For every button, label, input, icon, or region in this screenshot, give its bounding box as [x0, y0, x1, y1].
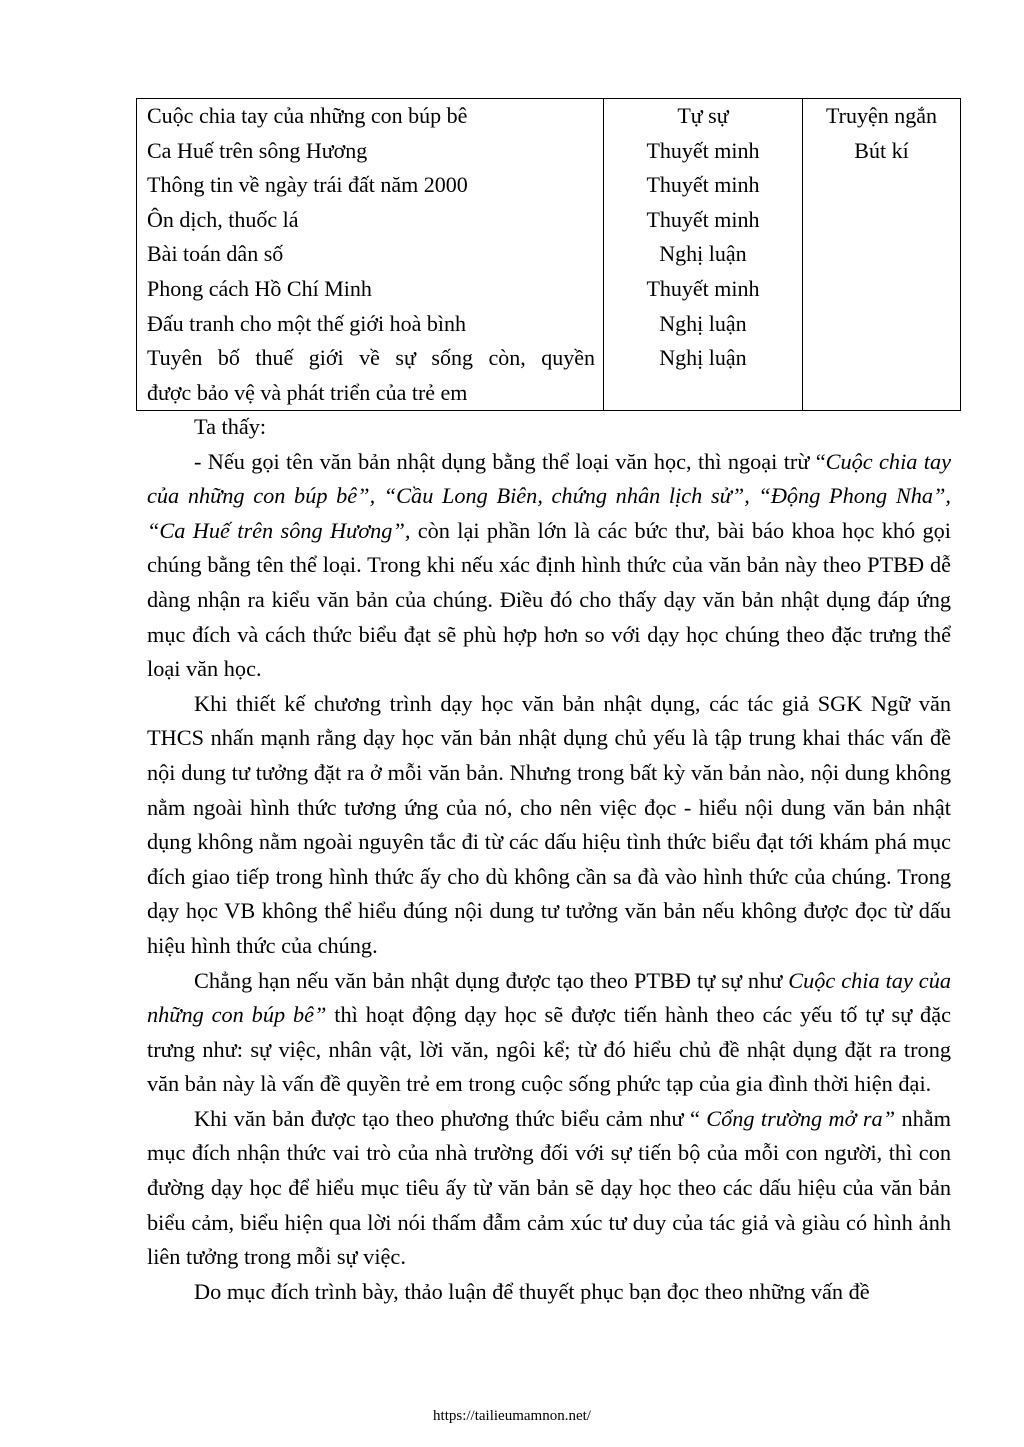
genre-column: [803, 99, 961, 411]
paragraph: [147, 410, 951, 445]
paragraph-text: Ta thấy:: [194, 414, 267, 439]
row-mode: Nghị luận: [659, 310, 747, 336]
row-title: Ca Huế trên sông Hương: [147, 137, 368, 163]
row-title: Ôn dịch, thuốc lá: [147, 206, 299, 232]
italic-title: Cổng trường mở ra”: [706, 1105, 896, 1131]
expression-mode-column: [604, 99, 803, 411]
row-title: Bài toán dân số: [147, 241, 284, 267]
row-mode: Thuyết minh: [646, 137, 760, 163]
row-mode: Thuyết minh: [646, 275, 760, 301]
paragraph: [147, 445, 951, 687]
text-genre-table: [136, 98, 961, 411]
footer-url[interactable]: https://tailieumamnon.net/: [433, 1408, 591, 1424]
italic-title: Cuộc chia tay của những con búp bê”: [147, 967, 951, 1028]
row-title: Thông tin về ngày trái đất năm 2000: [147, 172, 468, 198]
paragraph: [147, 687, 951, 964]
paragraph-text: thì hoạt động dạy học sẽ được tiến hành theo các yếu tố tự sự đặc trưng như: sự việc, nhân vật, lời văn, ngôi kể; từ đó hiểu chủ đề nhật dụng đặt ra trong văn bản này là vấn đề quyền trẻ em trong cuộc sống phức tạp của gia đình thời hiện đại.: [147, 1002, 952, 1097]
row-mode: Nghị luận: [659, 345, 747, 371]
paragraph: [147, 1275, 951, 1310]
body-text: [147, 410, 951, 1309]
row-genre: Truyện ngắn: [825, 103, 938, 128]
row-title: Tuyên bố thuế giới về sự sống còn, quyền: [147, 345, 595, 371]
paragraph-text: Khi văn bản được tạo theo phương thức biểu cảm như “: [194, 1105, 707, 1131]
paragraph-text: nhằm mục đích nhận thức vai trò của nhà trường đối với sự tiến bộ của mỗi con người, thì con đường dạy học để hiểu mục tiêu ấy từ văn bản sẽ dạy học theo các dấu hiệu của văn bản biểu cảm, biểu hiện qua lời nói thấm đẫm cảm xúc tư duy của tác giả và giàu có hình ảnh liên tưởng trong mỗi sự việc.: [147, 1105, 951, 1270]
paragraph-text: còn lại phần lớn là các bức thư, bài báo khoa học khó gọi chúng bằng tên thể loại. Trong khi nếu xác định hình thức của văn bản này theo PTBĐ dễ dàng nhận ra kiểu văn bản của chúng. Điều đó cho thấy dạy văn bản nhật dụng đáp ứng mục đích và cách thức biểu đạt sẽ phù hợp hơn so với dạy học chúng theo đặc trưng thể loại văn học.: [147, 517, 952, 682]
row-title: Đấu tranh cho một thế giới hoà bình: [147, 310, 466, 336]
row-title: Cuộc chia tay của những con búp bê: [147, 103, 468, 128]
row-mode: Nghị luận: [659, 241, 747, 267]
paragraph-text: Khi thiết kế chương trình dạy học văn bản nhật dụng, các tác giả SGK Ngữ văn THCS nhấn mạnh rằng dạy học văn bản nhật dụng chủ yếu là tập trung khai thác vấn đề nội dung tư tưởng đặt ra ở mỗi văn bản. Nhưng trong bất kỳ văn bản nào, nội dung không nằm ngoài hình thức tương ứng của nó, cho nên việc đọc - hiểu nội dung văn bản nhật dụng không nằm ngoài nguyên tắc đi từ các dấu hiệu tình thức biểu đạt tới khám phá mục đích giao tiếp trong hình thức ấy cho dù không cần sa đà vào hình thức của chúng. Trong dạy học VB không thể hiểu đúng nội dung tư tưởng văn bản nếu không được đọc từ dấu hiệu hình thức của chúng.: [147, 690, 951, 958]
title-column: [137, 99, 604, 411]
row-mode: Tự sự: [677, 103, 729, 128]
paragraph-text: Do mục đích trình bày, thảo luận để thuyết phục bạn đọc theo những vấn đề: [194, 1278, 870, 1304]
paragraph-text: Chẳng hạn nếu văn bản nhật dụng được tạo theo PTBĐ tự sự như: [194, 967, 789, 993]
italic-titles: Cuộc chia tay của những con búp bê”, “Cầu Long Biên, chứng nhân lịch sử”, “Động Phong Nha”, “Ca Huế trên sông Hương”,: [147, 448, 951, 543]
row-mode: Thuyết minh: [646, 206, 760, 232]
row-mode: Thuyết minh: [646, 172, 760, 198]
paragraph-text: - Nếu gọi tên văn bản nhật dụng bằng thể loại văn học, thì ngoại trừ “: [194, 448, 826, 474]
table-row: [137, 99, 961, 411]
row-title: Phong cách Hồ Chí Minh: [147, 275, 372, 301]
paragraph: [147, 964, 951, 1102]
row-genre: Bút kí: [854, 137, 909, 163]
row-title: được bảo vệ và phát triển của trẻ em: [147, 379, 468, 405]
paragraph: [147, 1102, 951, 1275]
